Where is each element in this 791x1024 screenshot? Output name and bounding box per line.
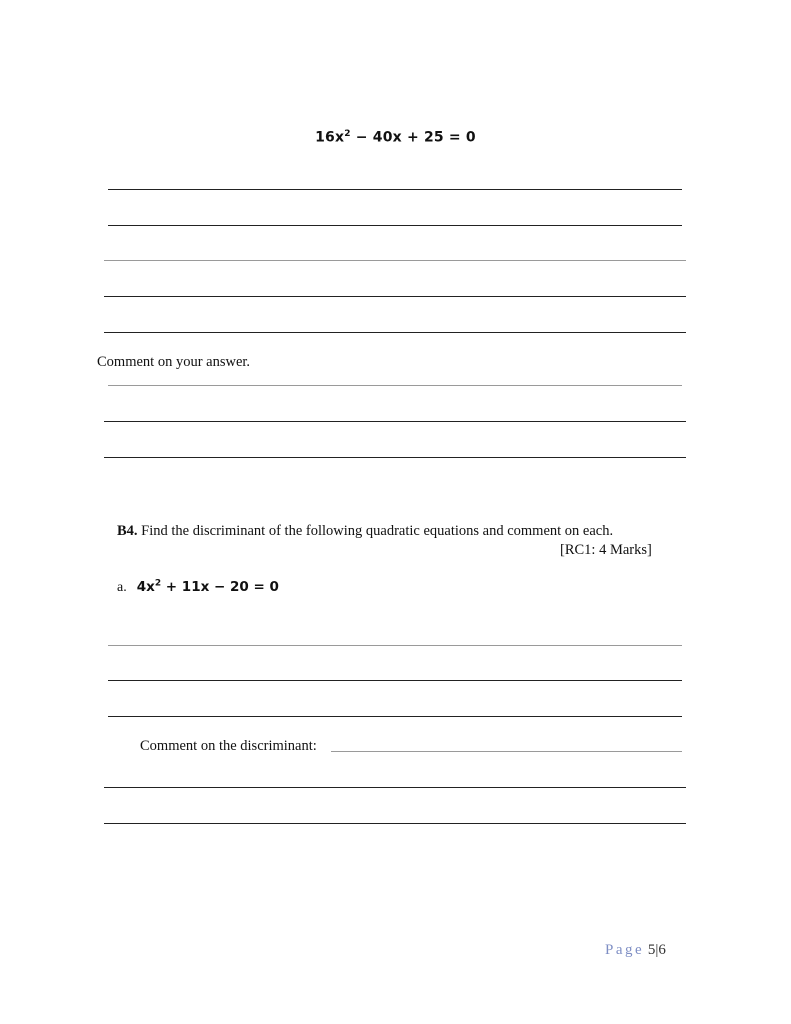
equation-main bbox=[0, 129, 791, 146]
answer-line[interactable] bbox=[108, 225, 682, 226]
answer-line[interactable] bbox=[108, 645, 682, 646]
answer-line[interactable] bbox=[104, 296, 686, 297]
discriminant-comment-line[interactable] bbox=[331, 751, 682, 752]
part-a-letter: a. bbox=[117, 579, 127, 595]
part-a-equation-base: 4x bbox=[136, 578, 155, 595]
equation-main-rest: − 40x + 25 = 0 bbox=[350, 129, 476, 146]
comment-line[interactable] bbox=[104, 421, 686, 422]
comment-line[interactable] bbox=[104, 823, 686, 824]
page-label: Page bbox=[605, 942, 645, 958]
part-a-equation-rest: + 11x − 20 = 0 bbox=[161, 578, 279, 595]
question-b4 bbox=[117, 523, 613, 540]
discriminant-prompt: Comment on the discriminant: bbox=[140, 738, 317, 754]
equation-main-exponent: 2 bbox=[344, 129, 351, 139]
part-a bbox=[117, 578, 279, 596]
question-text: Find the discriminant of the following quadratic equations and comment on each. bbox=[141, 523, 614, 539]
question-number: B4. bbox=[117, 523, 138, 539]
answer-line[interactable] bbox=[108, 189, 682, 190]
comment-line[interactable] bbox=[108, 385, 682, 386]
question-marks: [RC1: 4 Marks] bbox=[560, 542, 652, 558]
page-footer bbox=[605, 942, 666, 959]
answer-line[interactable] bbox=[108, 680, 682, 681]
comment-line[interactable] bbox=[104, 457, 686, 458]
comment-line[interactable] bbox=[104, 787, 686, 788]
part-a-equation bbox=[137, 579, 279, 595]
answer-line[interactable] bbox=[104, 260, 686, 261]
comment-prompt: Comment on your answer. bbox=[97, 354, 251, 370]
answer-line[interactable] bbox=[104, 332, 686, 333]
answer-line[interactable] bbox=[108, 716, 682, 717]
equation-main-base: 16x bbox=[315, 129, 345, 146]
part-a-equation-exponent: 2 bbox=[154, 578, 162, 588]
page-number: 5|6 bbox=[647, 942, 666, 958]
